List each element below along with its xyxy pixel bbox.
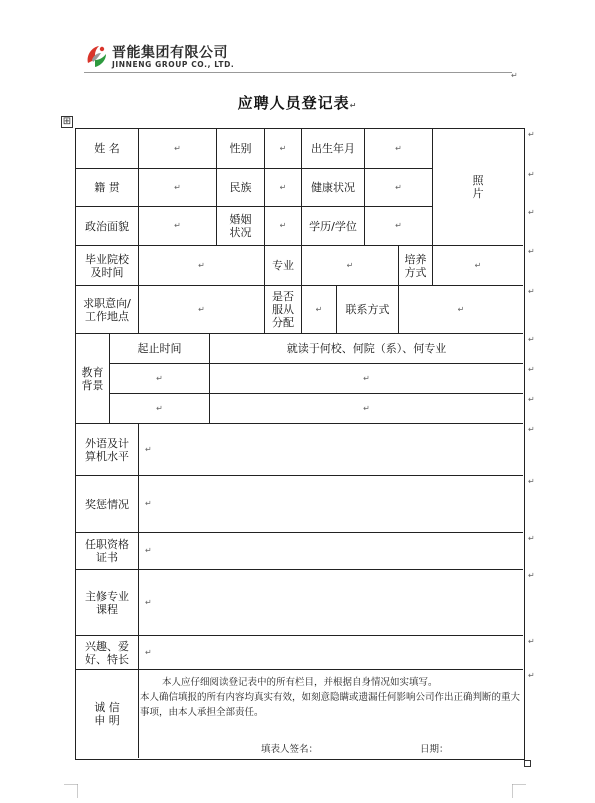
- input-school-2[interactable]: ↵: [210, 394, 523, 424]
- form-title: 应聘人员登记表↵: [237, 94, 358, 112]
- label-language-computer: 外语及计 算机水平: [76, 424, 139, 476]
- label-degree: 学历/学位: [302, 207, 365, 246]
- company-logo: [84, 43, 244, 71]
- input-gender[interactable]: ↵: [265, 129, 302, 169]
- row-end-mark: ↵: [528, 247, 535, 256]
- input-degree[interactable]: ↵: [365, 207, 433, 246]
- label-political-status: 政治面貌: [76, 207, 139, 246]
- row-end-mark: ↵: [528, 335, 535, 344]
- header-period: 起止时间: [110, 334, 210, 364]
- input-health[interactable]: ↵: [365, 169, 433, 207]
- pledge-line-2: 本人确信填报的所有内容均真实有效，如刻意隐瞒或遗漏任何影响公司作出正确判断的重大事项，由本人承担全部责任。: [140, 692, 521, 718]
- input-obey-assignment[interactable]: ↵: [302, 286, 337, 334]
- input-political-status[interactable]: ↵: [139, 207, 217, 246]
- pledge-text: [140, 675, 523, 720]
- input-name[interactable]: ↵: [139, 129, 217, 169]
- input-awards[interactable]: ↵: [139, 476, 523, 533]
- label-name: 姓 名: [76, 129, 139, 169]
- input-language-computer[interactable]: ↵: [139, 424, 523, 476]
- photo-box[interactable]: 照 片: [433, 129, 523, 246]
- row-end-mark: ↵: [528, 425, 535, 434]
- label-health: 健康状况: [302, 169, 365, 207]
- input-graduation-school[interactable]: ↵: [139, 246, 265, 286]
- table-resize-handle[interactable]: [524, 760, 531, 767]
- header-rule: [84, 72, 512, 73]
- signature-label[interactable]: 填表人签名：: [261, 744, 319, 755]
- label-education: 教育 背景: [76, 334, 110, 424]
- input-certificates[interactable]: ↵: [139, 533, 523, 570]
- table-move-handle-icon[interactable]: ⊞: [62, 116, 72, 127]
- row-end-mark: ↵: [528, 130, 535, 139]
- label-obey-assignment: 是否 服从 分配: [265, 286, 302, 334]
- input-major[interactable]: ↵: [302, 246, 399, 286]
- input-native-place[interactable]: ↵: [139, 169, 217, 207]
- label-courses: 主修专业 课程: [76, 570, 139, 636]
- label-training-mode: 培养 方式: [399, 246, 433, 286]
- jinneng-logo-icon: [84, 43, 110, 69]
- label-major: 专业: [265, 246, 302, 286]
- company-name-en: JINNENG GROUP CO., LTD.: [112, 60, 235, 69]
- label-awards: 奖惩情况: [76, 476, 139, 533]
- input-birth[interactable]: ↵: [365, 129, 433, 169]
- input-contact[interactable]: ↵: [399, 286, 523, 334]
- label-birth: 出生年月: [302, 129, 365, 169]
- row-end-mark: ↵: [528, 395, 535, 404]
- input-period-2[interactable]: ↵: [110, 394, 210, 424]
- input-courses[interactable]: ↵: [139, 570, 523, 636]
- input-hobbies[interactable]: ↵: [139, 636, 523, 670]
- registration-form-table: [75, 128, 525, 760]
- row-end-mark: ↵: [528, 365, 535, 374]
- row-end-mark: ↵: [528, 671, 535, 680]
- pledge-line-1: 本人应仔细阅读登记表中的所有栏目，并根据自身情况如实填写。: [162, 677, 438, 688]
- label-certificates: 任职资格 证书: [76, 533, 139, 570]
- label-hobbies: 兴趣、爱 好、特长: [76, 636, 139, 670]
- row-end-mark: ↵: [528, 287, 535, 296]
- label-native-place: 籍 贯: [76, 169, 139, 207]
- row-end-mark: ↵: [528, 637, 535, 646]
- crop-mark-icon: [512, 784, 526, 798]
- date-label[interactable]: 日期：: [420, 744, 449, 755]
- input-marital-status[interactable]: ↵: [265, 207, 302, 246]
- row-end-mark: ↵: [528, 571, 535, 580]
- input-school-1[interactable]: ↵: [210, 364, 523, 394]
- row-end-mark: ↵: [528, 534, 535, 543]
- input-ethnicity[interactable]: ↵: [265, 169, 302, 207]
- paragraph-mark: ↵: [511, 71, 518, 80]
- row-end-mark: ↵: [528, 170, 535, 179]
- input-period-1[interactable]: ↵: [110, 364, 210, 394]
- label-job-intention: 求职意向/ 工作地点: [76, 286, 139, 334]
- row-end-mark: ↵: [528, 208, 535, 217]
- row-end-mark: ↵: [528, 477, 535, 486]
- input-job-intention[interactable]: ↵: [139, 286, 265, 334]
- label-ethnicity: 民族: [217, 169, 265, 207]
- label-marital-status: 婚姻 状况: [217, 207, 265, 246]
- company-name-cn: 晋能集团有限公司: [112, 45, 228, 61]
- label-integrity-pledge: 诚 信 申 明: [76, 670, 139, 758]
- input-training-mode[interactable]: ↵: [433, 246, 523, 286]
- label-graduation-school: 毕业院校 及时间: [76, 246, 139, 286]
- crop-mark-icon: [64, 784, 78, 798]
- label-contact: 联系方式: [337, 286, 399, 334]
- label-gender: 性别: [217, 129, 265, 169]
- header-school: 就读于何校、何院（系）、何专业: [210, 334, 523, 364]
